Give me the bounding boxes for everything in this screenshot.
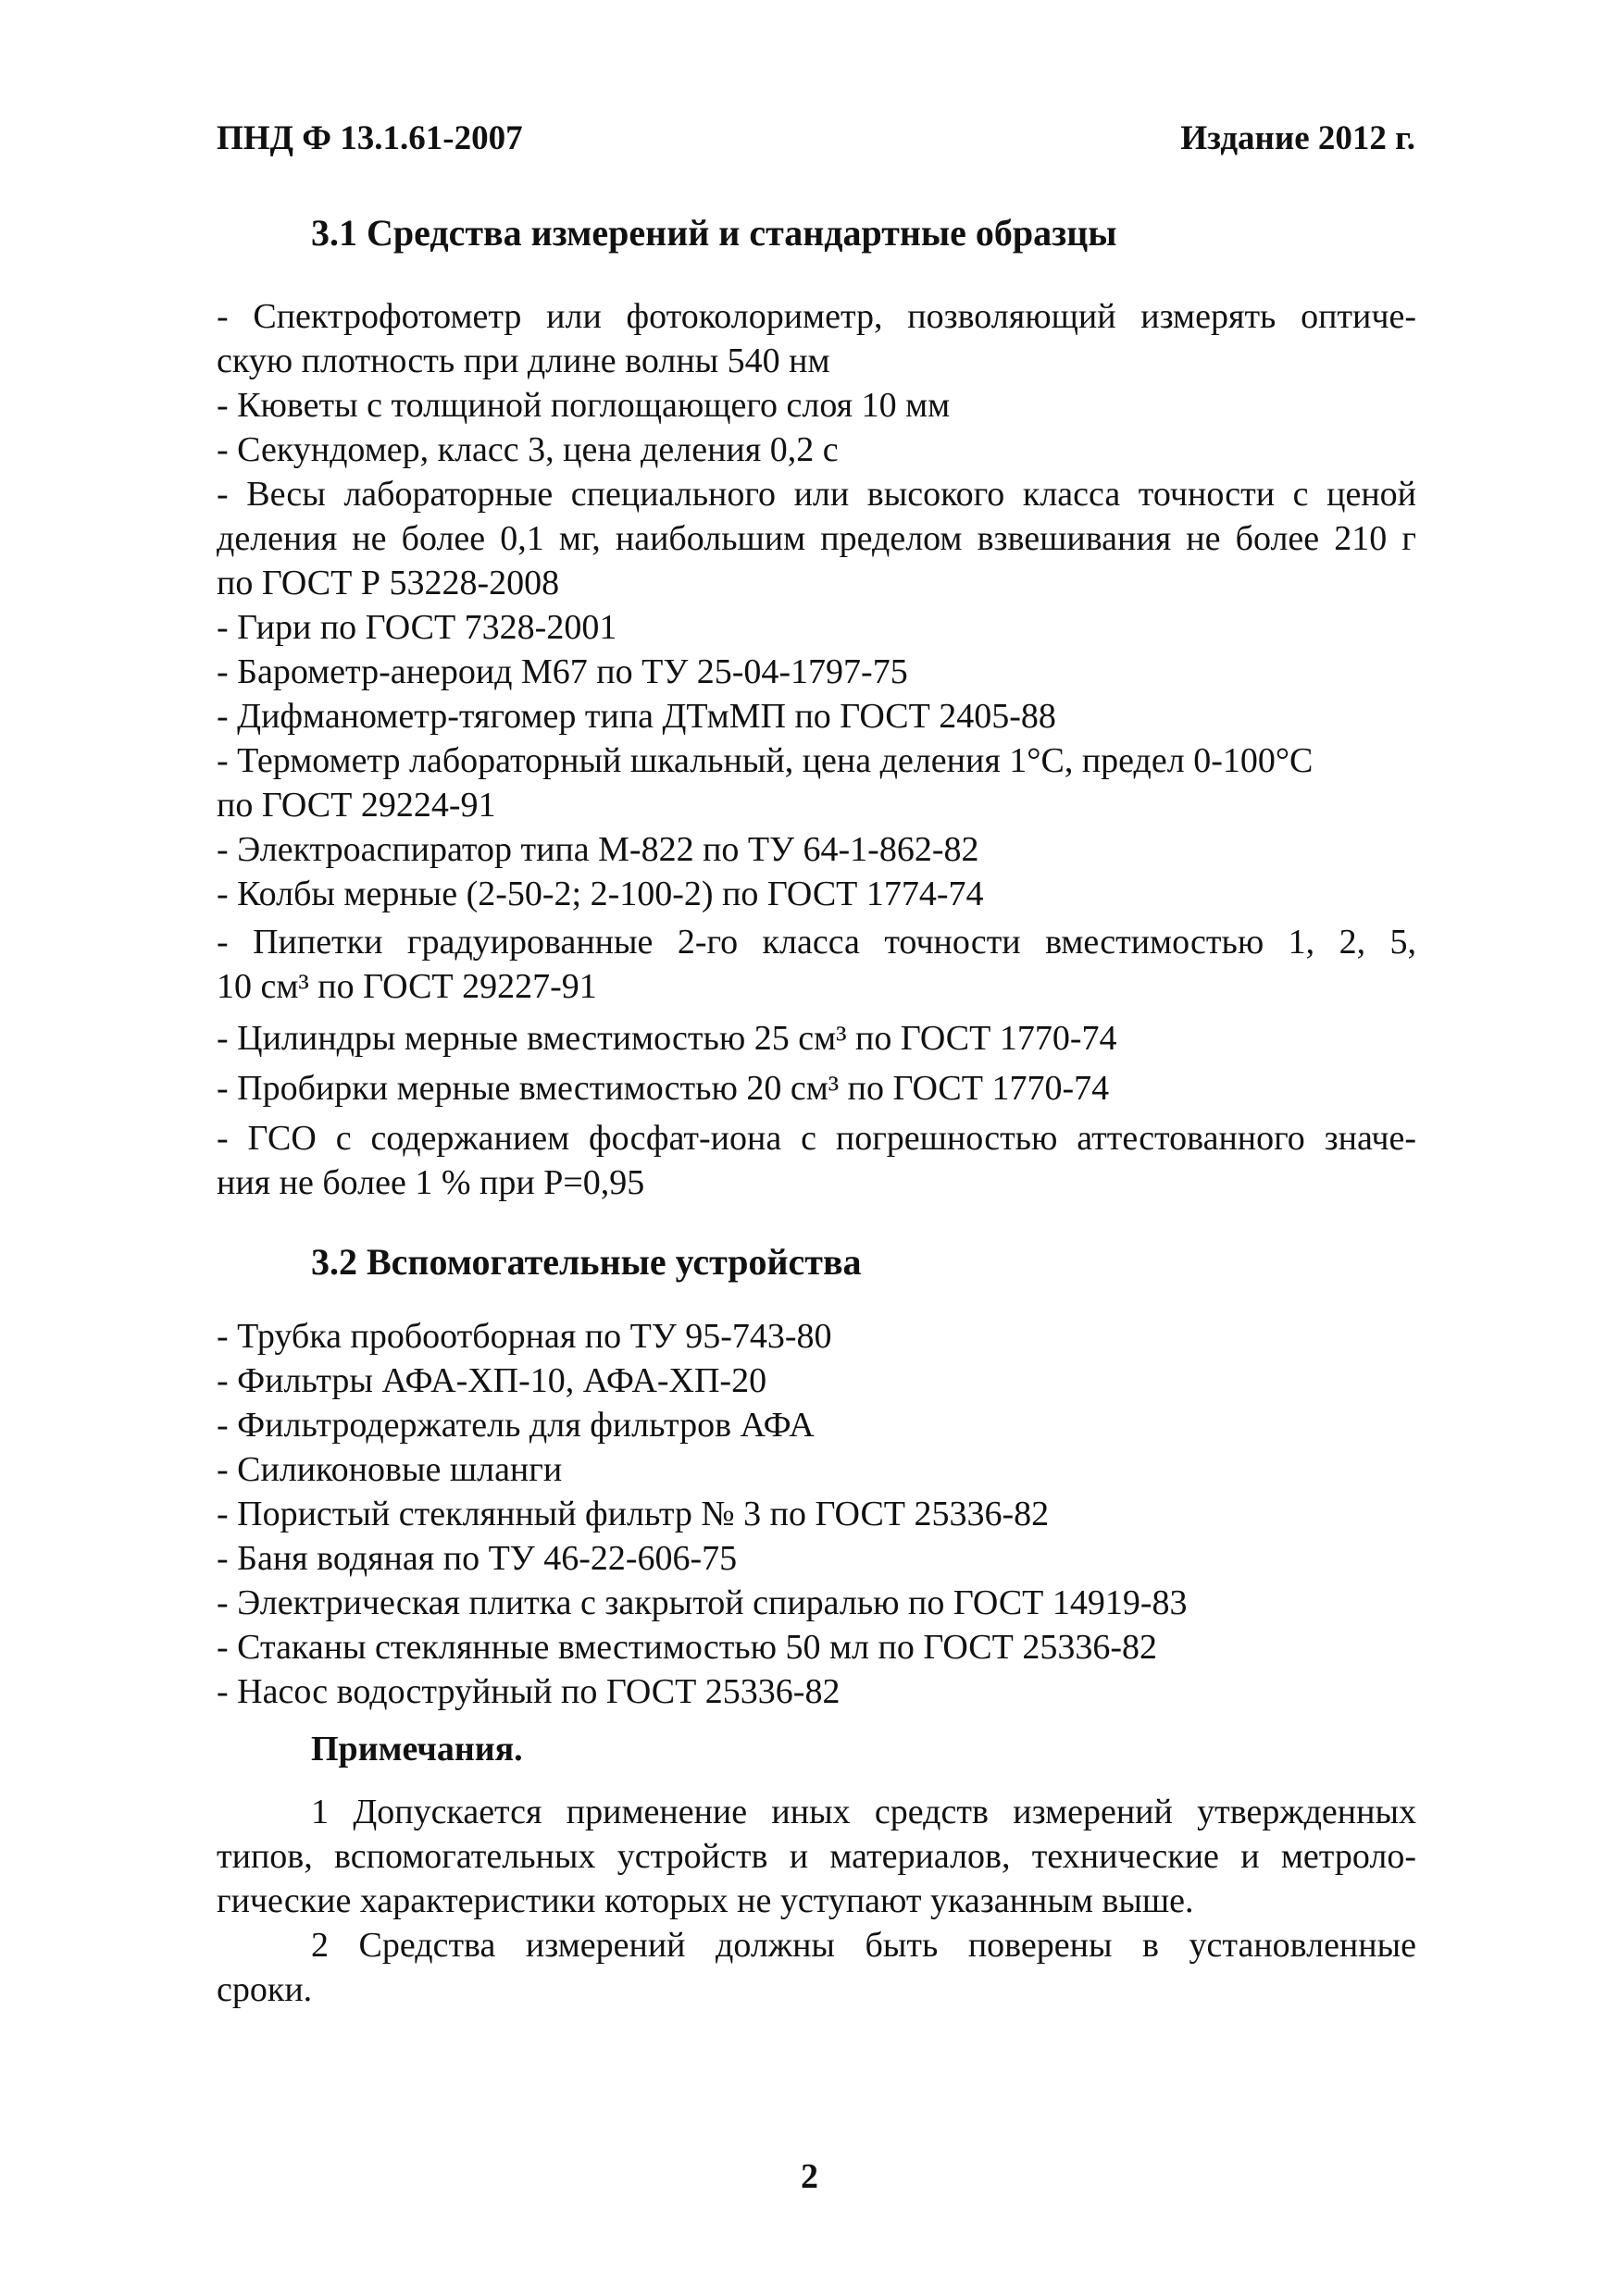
section-3-2-title: 3.2 Вспомогательные устройства bbox=[311, 1241, 862, 1283]
notes-title: Примечания. bbox=[311, 1730, 523, 1769]
list-item: скую плотность при длине волны 540 нм bbox=[217, 341, 830, 380]
list-item: - Трубка пробоотборная по ТУ 95-743-80 bbox=[217, 1317, 832, 1356]
note-line: сроки. bbox=[217, 1970, 313, 2009]
list-item: - Гири по ГОСТ 7328-2001 bbox=[217, 608, 617, 647]
list-item: - ГСО с содержанием фосфат-иона с погрешностью аттестованного значе- bbox=[217, 1119, 1416, 1158]
list-item: - Термометр лабораторный шкальный, цена деления 1°С, предел 0-100°С bbox=[217, 741, 1314, 780]
list-item: - Кюветы с толщиной поглощающего слоя 10 мм bbox=[217, 386, 951, 425]
document-code: ПНД Ф 13.1.61-2007 bbox=[217, 119, 523, 157]
note-line: 1 Допускается применение иных средств измерений утвержденных bbox=[311, 1793, 1416, 1831]
list-item: - Насос водоструйный по ГОСТ 25336-82 bbox=[217, 1672, 841, 1711]
list-item: деления не более 0,1 мг, наибольшим пределом взвешивания не более 210 г bbox=[217, 519, 1416, 558]
list-item: - Электрическая плитка с закрытой спиралью по ГОСТ 14919-83 bbox=[217, 1583, 1188, 1622]
list-item: - Дифманометр-тягомер типа ДТмМП по ГОСТ 2405-88 bbox=[217, 697, 1056, 736]
section-3-1-title: 3.1 Средства измерений и стандартные образцы bbox=[311, 212, 1117, 254]
list-item: - Силиконовые шланги bbox=[217, 1450, 563, 1489]
list-item: - Пористый стеклянный фильтр № 3 по ГОСТ 25336-82 bbox=[217, 1495, 1050, 1533]
list-item: - Электроаспиратор типа М-822 по ТУ 64-1-862-82 bbox=[217, 830, 979, 869]
list-item: - Стаканы стеклянные вместимостью 50 мл по ГОСТ 25336-82 bbox=[217, 1628, 1157, 1667]
note-line: типов, вспомогательных устройств и материалов, технические и метроло- bbox=[217, 1837, 1416, 1876]
list-item: - Спектрофотометр или фотоколориметр, позволяющий измерять оптиче- bbox=[217, 297, 1416, 336]
list-item: - Пробирки мерные вместимостью 20 см³ по ГОСТ 1770-74 bbox=[217, 1069, 1110, 1108]
edition-label: Издание 2012 г. bbox=[1180, 119, 1415, 157]
list-item: по ГОСТ Р 53228-2008 bbox=[217, 564, 560, 602]
list-item: - Барометр-анероид М67 по ТУ 25-04-1797-75 bbox=[217, 652, 908, 691]
list-item: - Колбы мерные (2-50-2; 2-100-2) по ГОСТ 1774-74 bbox=[217, 875, 984, 913]
list-item: - Весы лабораторные специального или высокого класса точности с ценой bbox=[217, 475, 1416, 514]
note-line: 2 Средства измерений должны быть поверены в установленные bbox=[311, 1926, 1416, 1965]
section-3-1-list bbox=[217, 294, 1416, 1205]
list-item: - Цилиндры мерные вместимостью 25 см³ по ГОСТ 1770-74 bbox=[217, 1019, 1117, 1058]
list-item: - Баня водяная по ТУ 46-22-606-75 bbox=[217, 1539, 738, 1578]
list-item: ния не более 1 % при Р=0,95 bbox=[217, 1163, 645, 1202]
note-line: гические характеристики которых не уступают указанным выше. bbox=[217, 1881, 1194, 1920]
list-item: - Секундомер, класс 3, цена деления 0,2 с bbox=[217, 430, 839, 469]
notes-text bbox=[217, 1790, 1416, 2012]
section-3-2-list bbox=[217, 1314, 1416, 1714]
list-item: - Фильтры АФА-ХП-10, АФА-ХП-20 bbox=[217, 1361, 767, 1400]
list-item: по ГОСТ 29224-91 bbox=[217, 786, 496, 825]
list-item: 10 см³ по ГОСТ 29227-91 bbox=[217, 967, 597, 1006]
page-number: 2 bbox=[801, 2157, 818, 2196]
list-item: - Фильтродержатель для фильтров АФА bbox=[217, 1406, 815, 1445]
list-item: - Пипетки градуированные 2-го класса точности вместимостью 1, 2, 5, bbox=[217, 923, 1416, 962]
